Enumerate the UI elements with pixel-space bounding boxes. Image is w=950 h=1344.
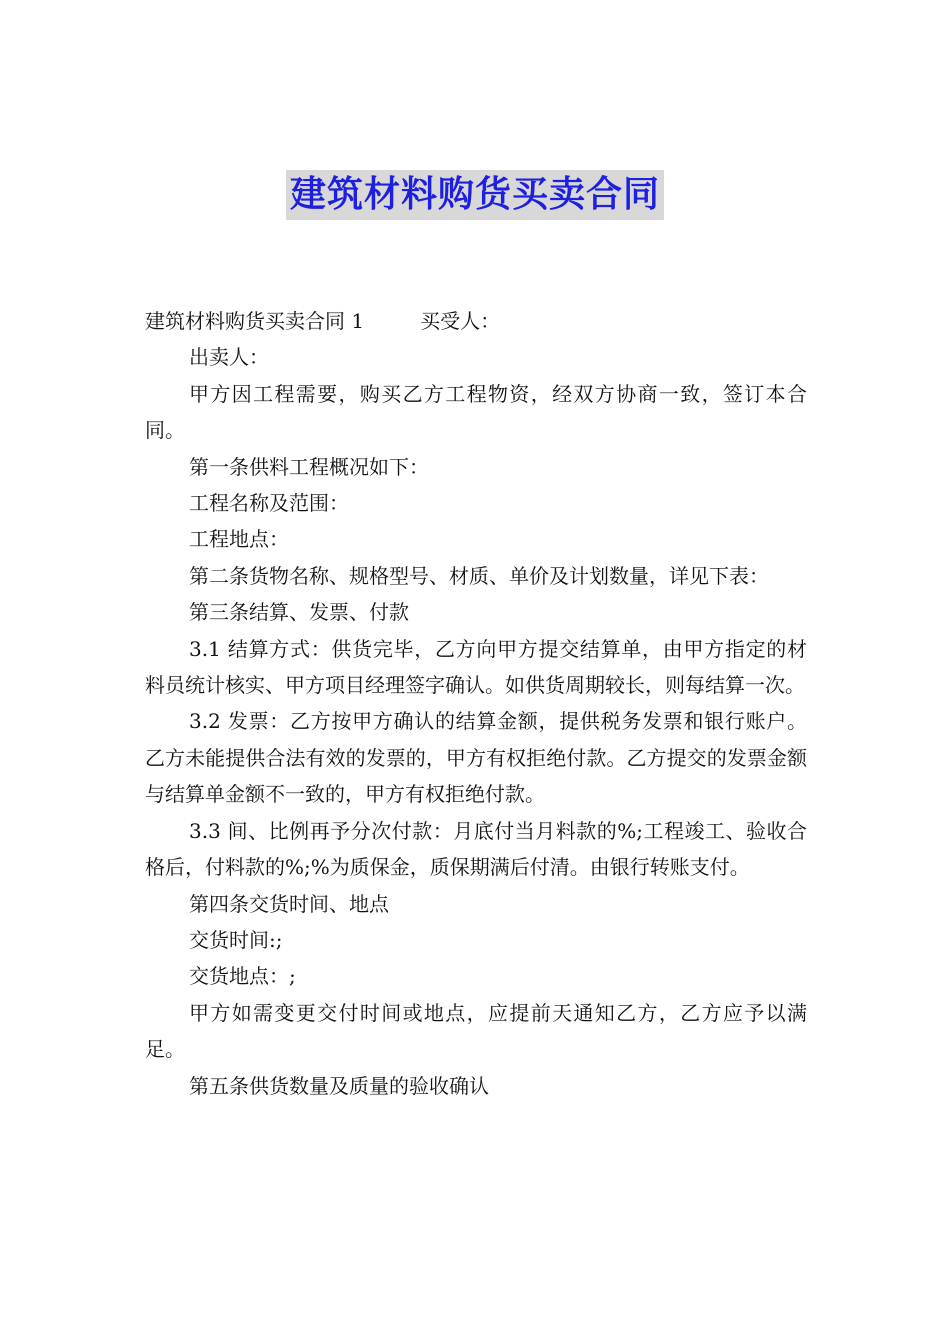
paragraph-article-4: 第四条交货时间、地点 <box>189 891 389 916</box>
paragraph-intro: 甲方因工程需要，购买乙方工程物资，经双方协商一致，签订本合同。 <box>145 381 807 443</box>
paragraph-article-5: 第五条供货数量及质量的验收确认 <box>189 1073 489 1098</box>
paragraph-seller: 出卖人： <box>189 345 269 370</box>
contract-heading: 建筑材料购货买卖合同 1 <box>145 309 365 333</box>
paragraph-article-1: 第一条供料工程概况如下： <box>189 454 429 479</box>
paragraph-project-name: 工程名称及范围： <box>189 491 349 516</box>
buyer-label: 买受人： <box>420 309 501 333</box>
title-area <box>0 170 950 220</box>
first-line <box>145 303 807 339</box>
paragraph-3-3: 3.3 间、比例再予分次付款：月底付当月料款的%;工程竣工、验收合格后，付料款的%;%为质保金，质保期满后付清。由银行转账支付。 <box>145 818 807 880</box>
document-title: 建筑材料购货买卖合同 <box>286 170 664 220</box>
paragraph-article-2: 第二条货物名称、规格型号、材质、单价及计划数量，详见下表： <box>189 563 769 588</box>
paragraph-change-notice: 甲方如需变更交付时间或地点，应提前天通知乙方，乙方应予以满足。 <box>145 1000 807 1062</box>
paragraph-3-1: 3.1 结算方式：供货完毕，乙方向甲方提交结算单，由甲方指定的材料员统计核实、甲方项目经理签字确认。如供货周期较长，则每结算一次。 <box>145 636 807 698</box>
document-body <box>145 303 807 1104</box>
paragraph-delivery-time: 交货时间:; <box>189 927 283 952</box>
paragraph-delivery-location: 交货地点：; <box>189 964 296 989</box>
paragraph-article-3: 第三条结算、发票、付款 <box>189 600 409 625</box>
paragraph-3-2: 3.2 发票：乙方按甲方确认的结算金额，提供税务发票和银行账户。乙方未能提供合法有效的发票的，甲方有权拒绝付款。乙方提交的发票金额与结算单金额不一致的，甲方有权拒绝付款。 <box>145 709 807 807</box>
paragraph-project-location: 工程地点： <box>189 527 289 552</box>
